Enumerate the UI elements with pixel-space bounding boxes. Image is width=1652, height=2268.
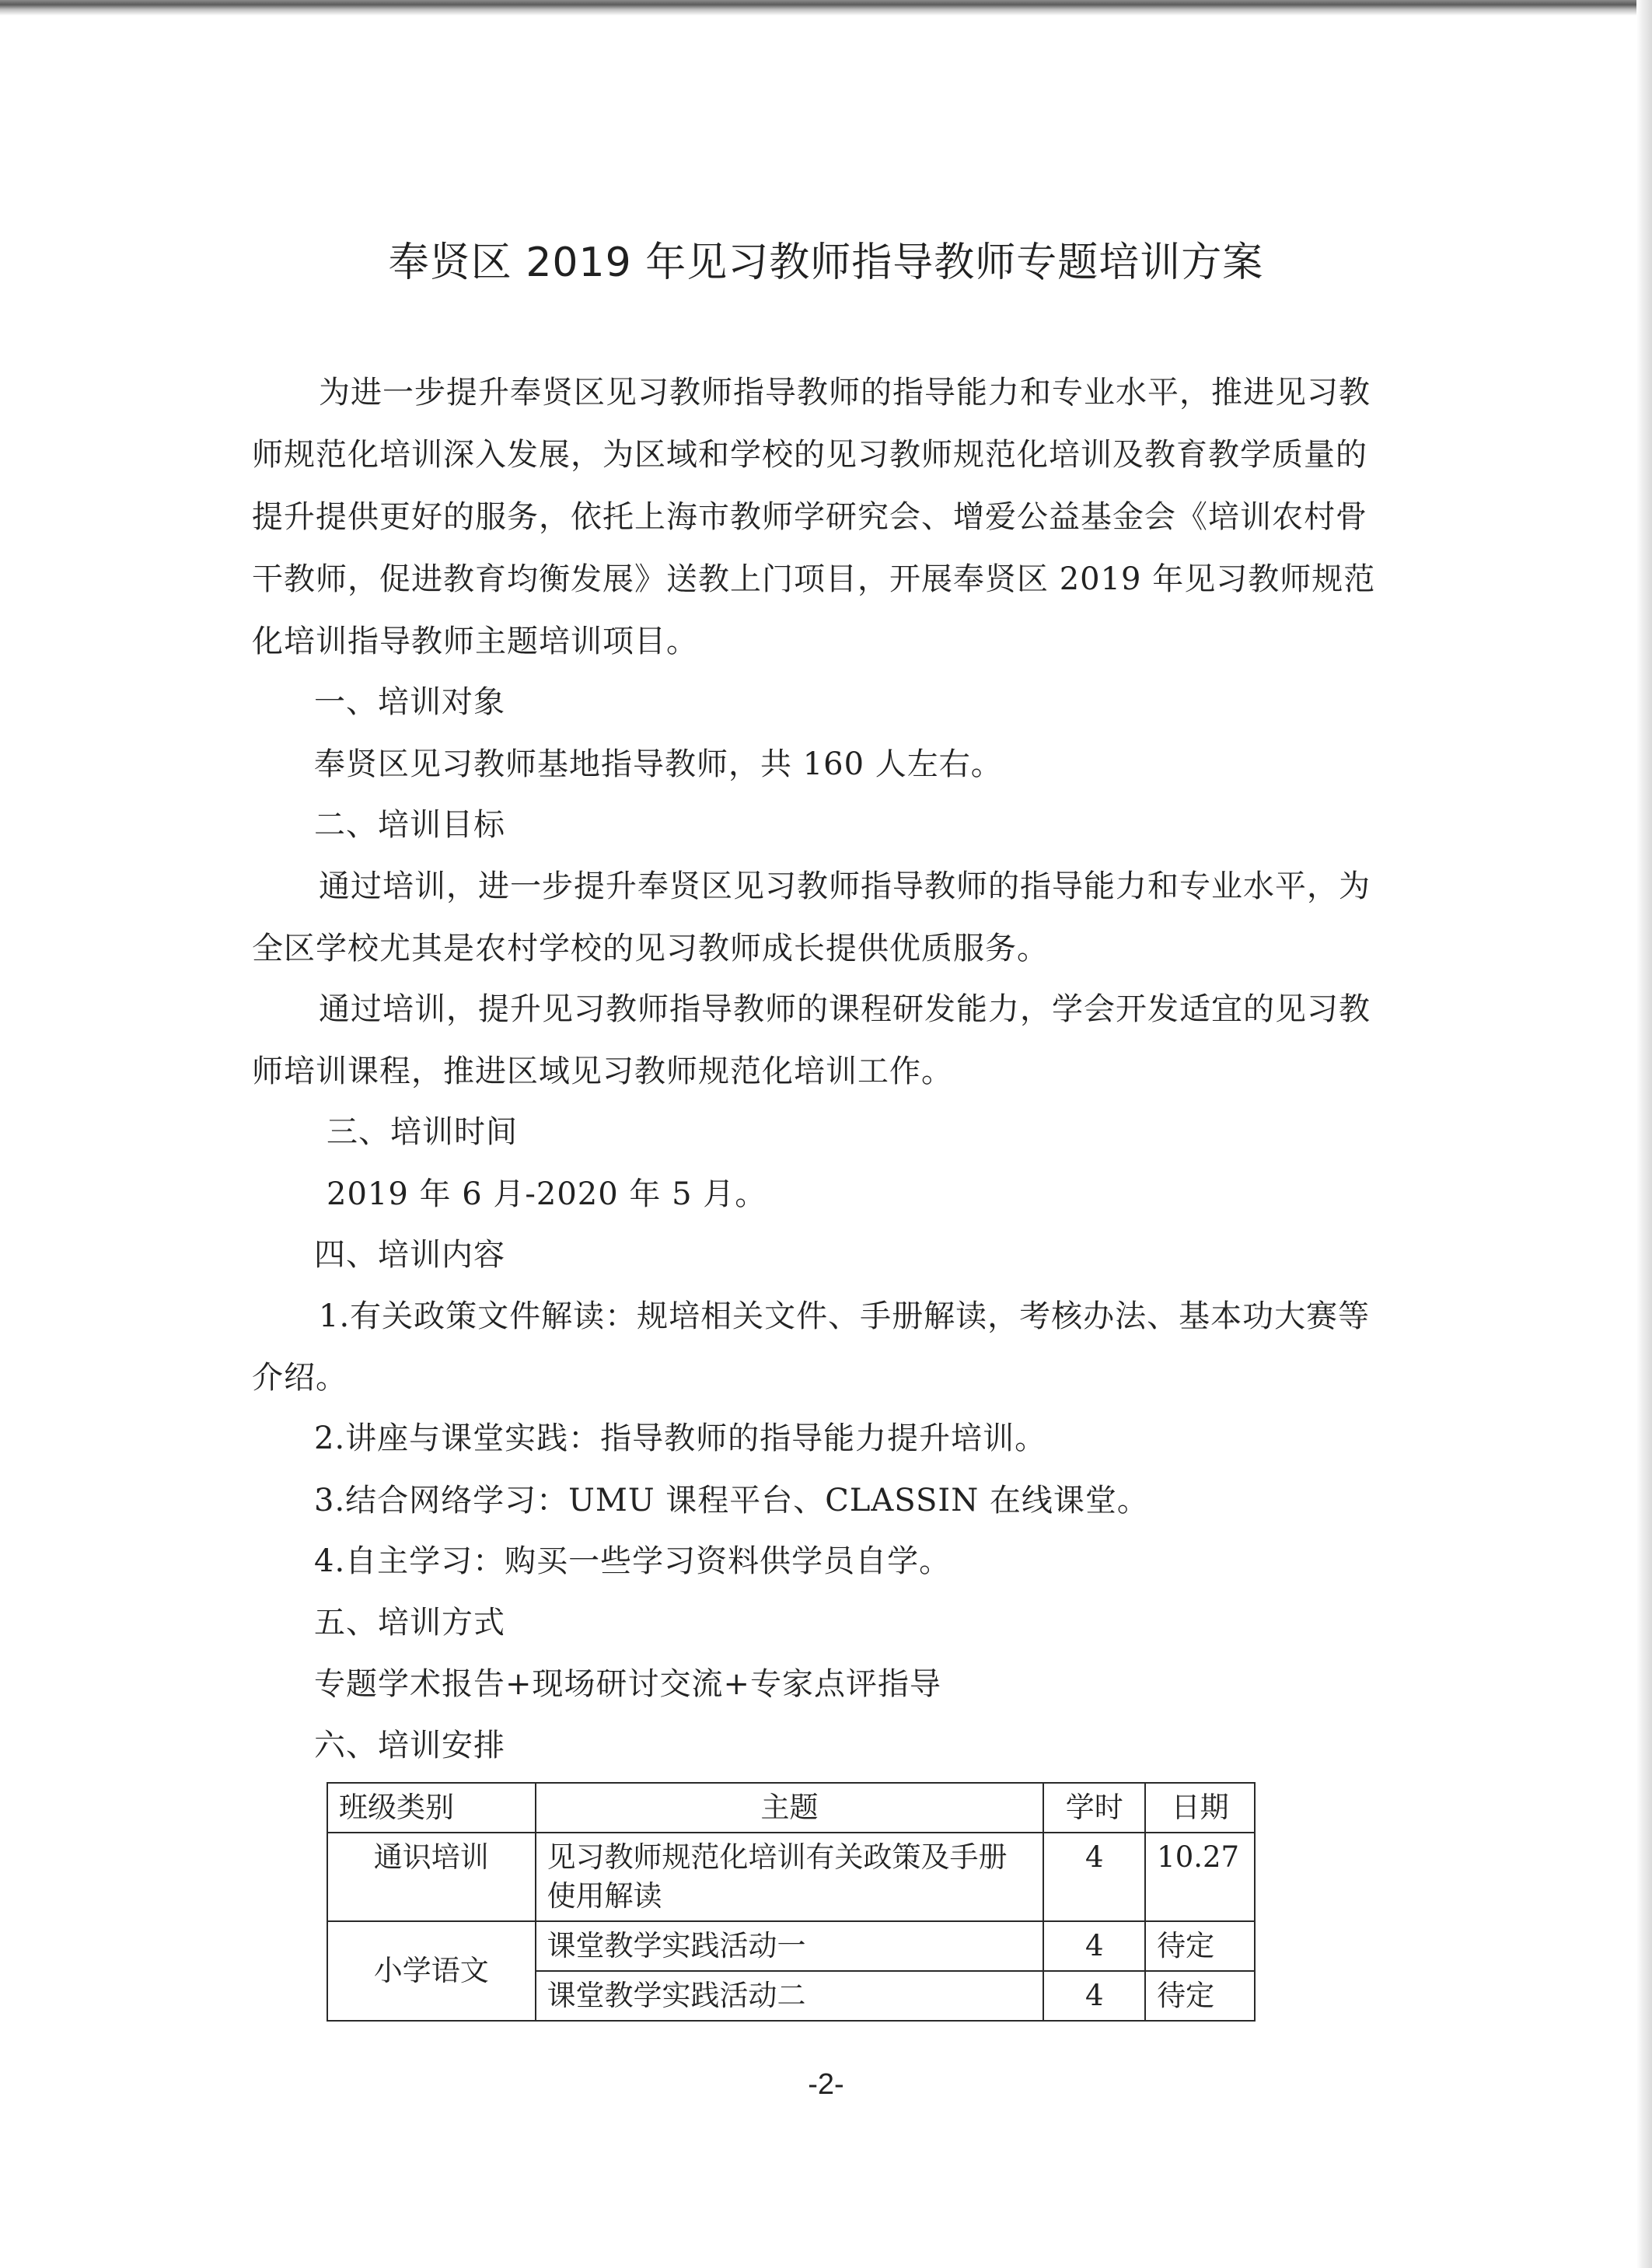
date-cell: 10.27 bbox=[1145, 1833, 1255, 1921]
intro-line-5: 化培训指导教师主题培训项目。 bbox=[252, 624, 698, 659]
page-number: -2- bbox=[808, 2068, 844, 2101]
intro-line-1: 为进一步提升奉贤区见习教师指导教师的指导能力和专业水平，推进见习教 bbox=[319, 375, 1371, 411]
scan-edge-right bbox=[1636, 0, 1652, 2268]
section-2-p1-line-2: 全区学校尤其是农村学校的见习教师成长提供优质服务。 bbox=[252, 931, 1049, 966]
document-title: 奉贤区 2019 年见习教师指导教师专题培训方案 bbox=[388, 239, 1264, 286]
table-header-row bbox=[327, 1783, 1255, 1833]
section-heading-2: 二、培训目标 bbox=[314, 807, 505, 843]
table-row bbox=[327, 1833, 1255, 1921]
date-cell: 待定 bbox=[1145, 1971, 1255, 2021]
schedule-table bbox=[327, 1782, 1256, 2022]
scan-edge-top bbox=[0, 0, 1652, 16]
column-header-date: 日期 bbox=[1145, 1783, 1255, 1833]
section-2-p2-line-1: 通过培训，提升见习教师指导教师的课程研发能力，学会开发适宜的见习教 bbox=[319, 991, 1371, 1027]
section-1-text: 奉贤区见习教师基地指导教师，共 160 人左右。 bbox=[314, 746, 1003, 782]
section-4-item-3: 3.结合网络学习：UMU 课程平台、CLASSIN 在线课堂。 bbox=[314, 1483, 1149, 1518]
section-2-p2-line-2: 师培训课程，推进区域见习教师规范化培训工作。 bbox=[252, 1054, 953, 1089]
section-heading-3: 三、培训时间 bbox=[327, 1114, 518, 1150]
section-4-item-1-line-2: 介绍。 bbox=[252, 1360, 348, 1396]
section-heading-6: 六、培训安排 bbox=[314, 1728, 505, 1763]
intro-line-2: 师规范化培训深入发展，为区域和学校的见习教师规范化培训及教育教学质量的 bbox=[252, 437, 1367, 473]
section-2-p1-line-1: 通过培训，进一步提升奉贤区见习教师指导教师的指导能力和专业水平，为 bbox=[319, 868, 1371, 904]
intro-line-3: 提升提供更好的服务，依托上海市教师学研究会、增爱公益基金会《培训农村骨 bbox=[252, 499, 1367, 535]
category-cell: 小学语文 bbox=[327, 1921, 536, 2021]
section-heading-5: 五、培训方式 bbox=[314, 1605, 505, 1641]
topic-cell: 课堂教学实践活动一 bbox=[536, 1921, 1044, 1971]
hours-cell: 4 bbox=[1043, 1971, 1145, 2021]
table-row bbox=[327, 1921, 1255, 1971]
topic-cell: 课堂教学实践活动二 bbox=[536, 1971, 1044, 2021]
column-header-topic: 主题 bbox=[536, 1783, 1044, 1833]
section-heading-4: 四、培训内容 bbox=[314, 1237, 505, 1273]
section-4-item-1-line-1: 1.有关政策文件解读：规培相关文件、手册解读，考核办法、基本功大赛等 bbox=[319, 1298, 1371, 1334]
section-4-item-2: 2.讲座与课堂实践：指导教师的指导能力提升培训。 bbox=[314, 1421, 1047, 1456]
section-5-text: 专题学术报告+现场研讨交流+专家点评指导 bbox=[314, 1666, 942, 1702]
column-header-hours: 学时 bbox=[1043, 1783, 1145, 1833]
hours-cell: 4 bbox=[1043, 1833, 1145, 1921]
hours-cell: 4 bbox=[1043, 1921, 1145, 1971]
topic-cell: 见习教师规范化培训有关政策及手册使用解读 bbox=[536, 1833, 1044, 1921]
intro-line-4: 干教师，促进教育均衡发展》送教上门项目，开展奉贤区 2019 年见习教师规范 bbox=[252, 561, 1376, 597]
section-4-item-4: 4.自主学习：购买一些学习资料供学员自学。 bbox=[314, 1543, 952, 1579]
column-header-category: 班级类别 bbox=[327, 1783, 536, 1833]
category-cell: 通识培训 bbox=[327, 1833, 536, 1921]
section-heading-1: 一、培训对象 bbox=[314, 684, 505, 720]
date-cell: 待定 bbox=[1145, 1921, 1255, 1971]
section-3-text: 2019 年 6 月-2020 年 5 月。 bbox=[327, 1176, 767, 1212]
